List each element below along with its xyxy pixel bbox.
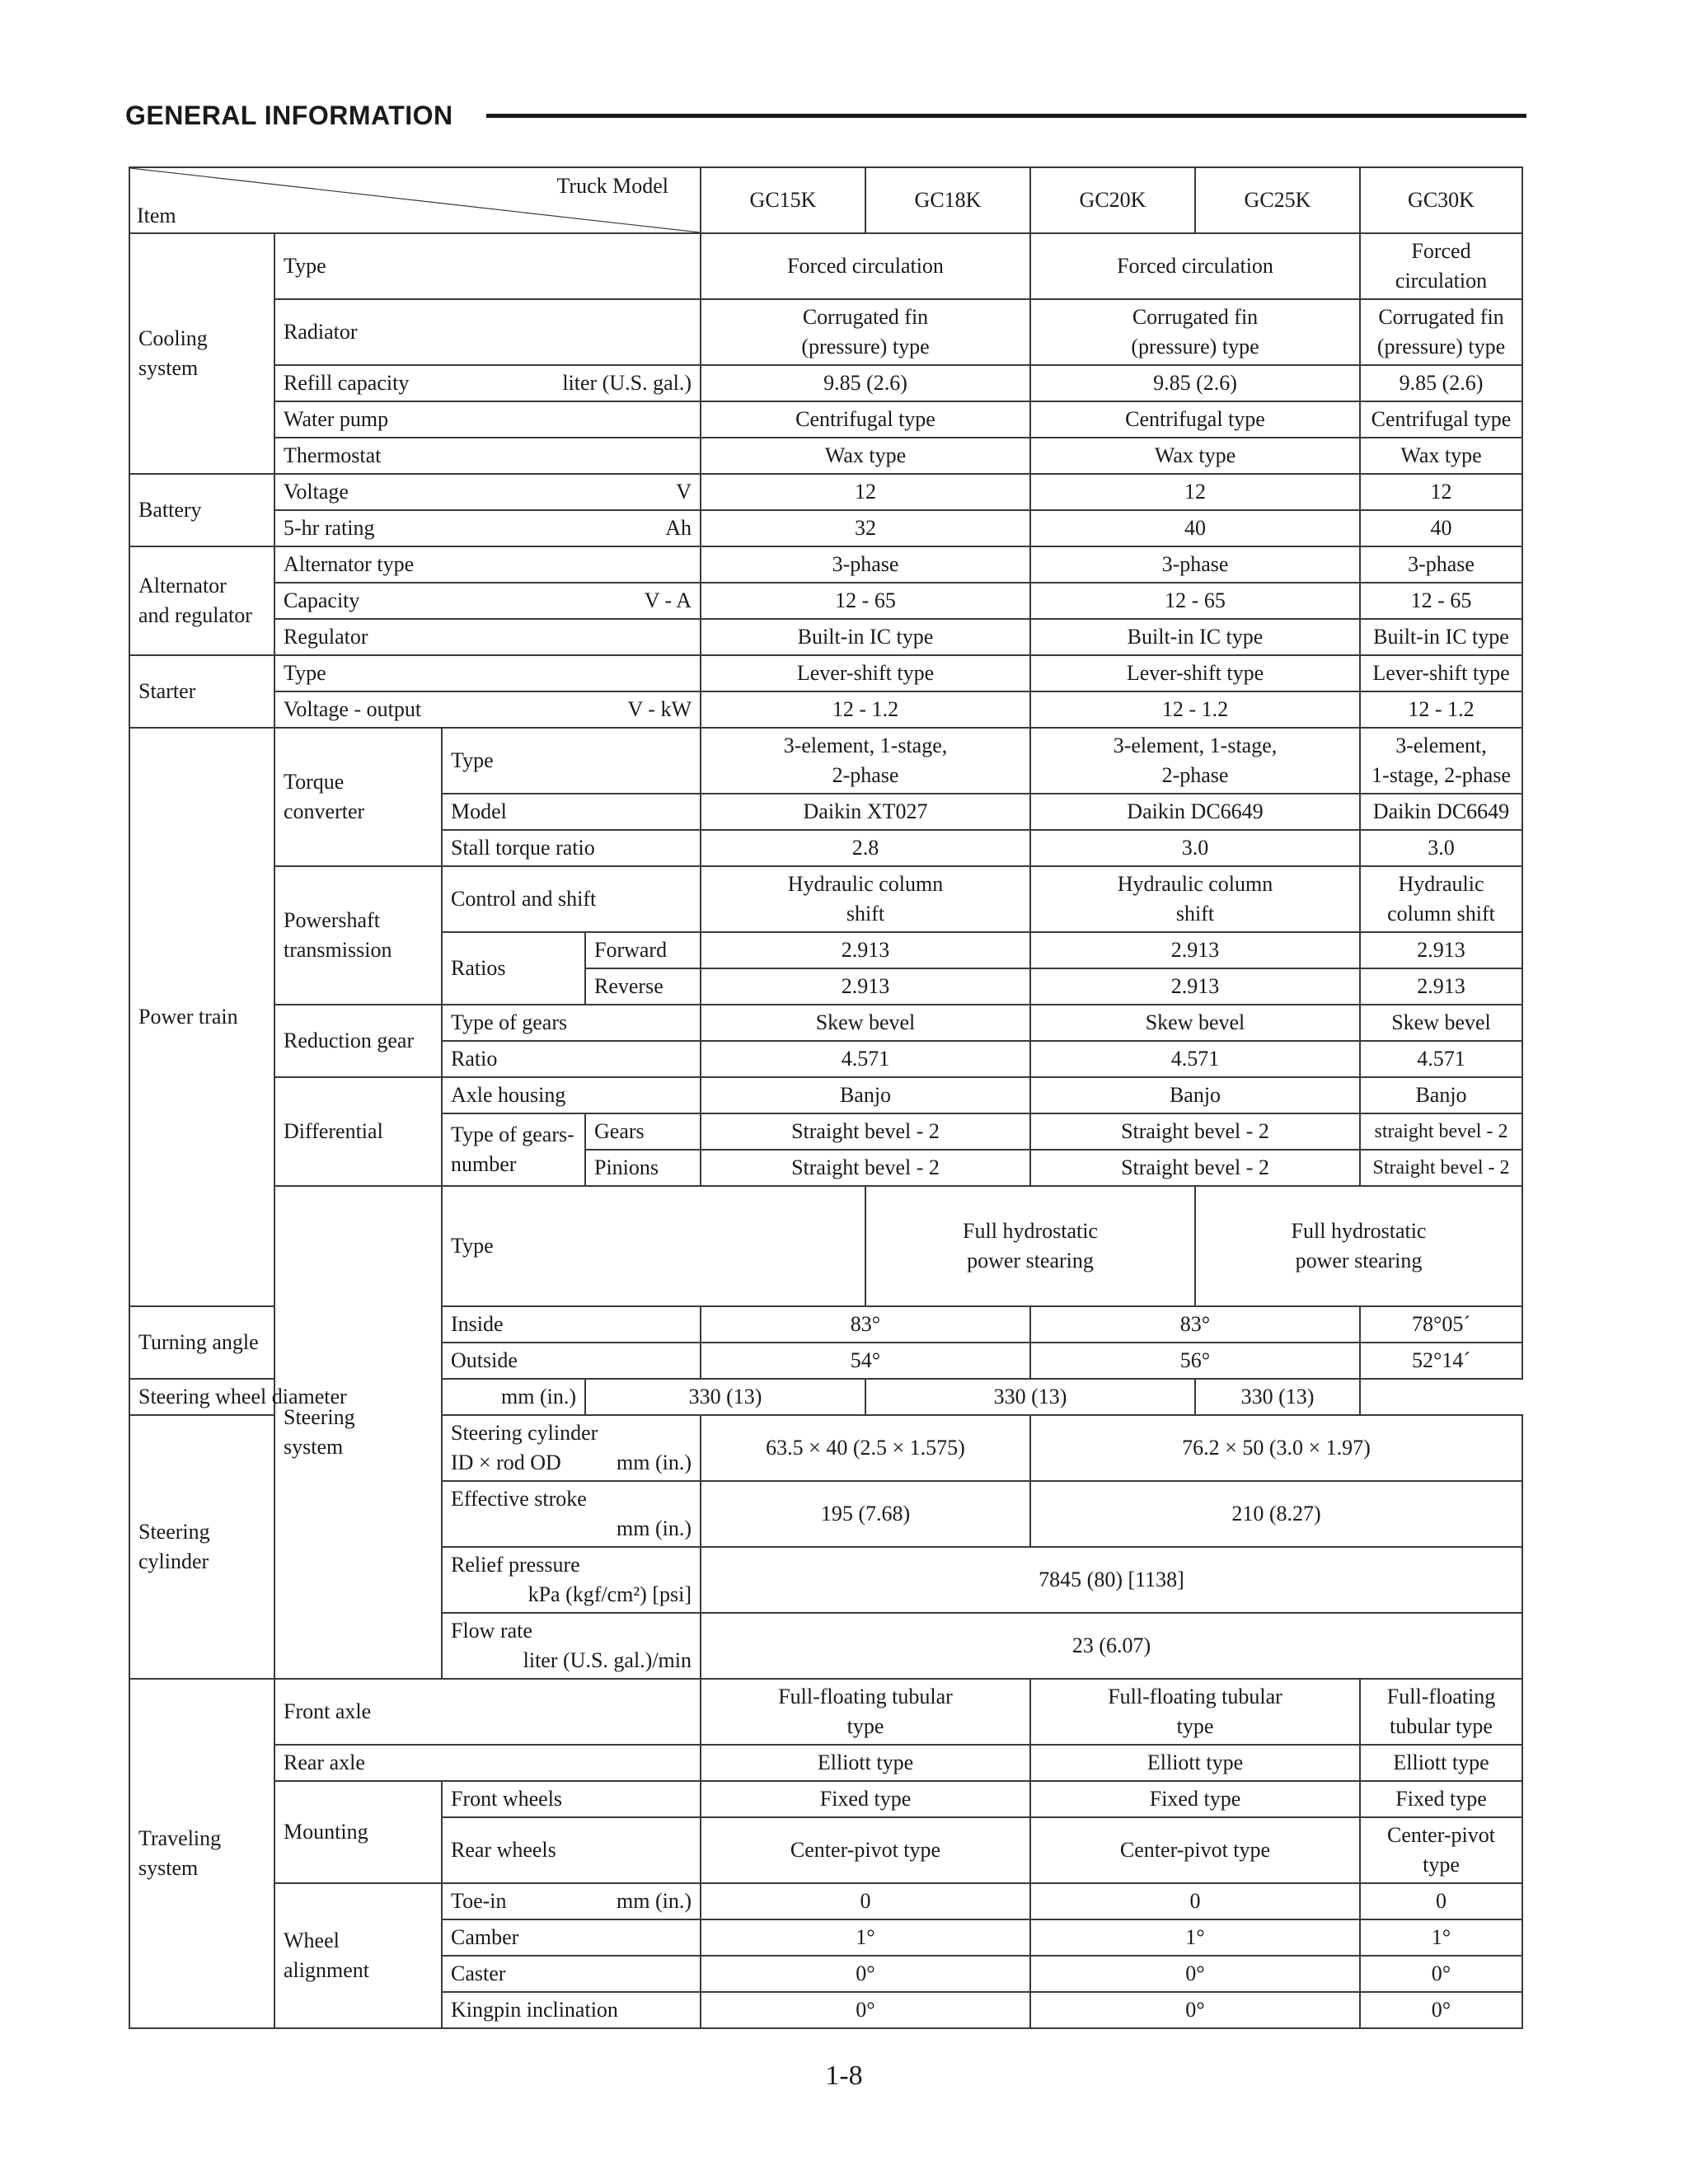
cell-value: Built-in IC type — [701, 619, 1030, 655]
cell-value: 12 - 65 — [701, 583, 1030, 619]
row-sublabel: Reverse — [585, 968, 701, 1005]
table-row — [129, 583, 1522, 619]
cell-value: Elliott type — [701, 1745, 1030, 1781]
cell-value: 4.571 — [1030, 1041, 1360, 1077]
cell-value: 0° — [1030, 1992, 1360, 2028]
table-row — [129, 1883, 1522, 1919]
cell-value: Lever-shift type — [1030, 655, 1360, 691]
row-label: Front wheels — [442, 1781, 701, 1817]
table-row — [129, 1077, 1522, 1113]
row-label: Axle housing — [442, 1077, 701, 1113]
row-label: Capacity V - A — [274, 583, 701, 619]
cell-value: 0° — [1030, 1956, 1360, 1992]
table-row — [129, 299, 1522, 365]
cell-value: Wax type — [1360, 438, 1522, 474]
cell-value: Fixed type — [701, 1781, 1030, 1817]
subgroup-label: Turning angle — [129, 1306, 274, 1379]
cell-value: 330 (13) — [585, 1379, 865, 1415]
header-rule — [486, 114, 1526, 118]
cell-value: 12 — [1030, 474, 1360, 510]
cell-value: Hydraulic column shift — [1030, 866, 1360, 932]
cell-value: 52°14´ — [1360, 1343, 1522, 1379]
model-header: GC25K — [1195, 167, 1360, 233]
group-label-starter: Starter — [129, 655, 274, 728]
table-row — [129, 655, 1522, 691]
cell-value: 76.2 × 50 (3.0 × 1.97) — [1030, 1415, 1522, 1481]
row-label: Camber — [442, 1919, 701, 1956]
cell-value: 3-phase — [701, 546, 1030, 583]
cell-value: Skew bevel — [1030, 1005, 1360, 1041]
row-label: Front axle — [274, 1679, 701, 1745]
table-row — [129, 474, 1522, 510]
cell-value: 56° — [1030, 1343, 1360, 1379]
subgroup-label: Wheel alignment — [274, 1883, 442, 2028]
cell-value: 2.913 — [1360, 968, 1522, 1005]
cell-value: 0° — [1360, 1992, 1522, 2028]
truck-model-label: Truck Model — [556, 174, 668, 198]
group-label-traveling: Traveling system — [129, 1679, 274, 2028]
table-row — [129, 510, 1522, 546]
table-row — [129, 866, 1522, 932]
row-label: Radiator — [274, 299, 701, 365]
cell-value: 0 — [1360, 1883, 1522, 1919]
cell-value: 54° — [701, 1343, 1030, 1379]
page-number: 1-8 — [825, 2060, 863, 2091]
model-header: GC20K — [1030, 167, 1195, 233]
table-corner-cell — [129, 167, 701, 233]
row-label: Type — [442, 728, 701, 794]
cell-value: 12 — [1360, 474, 1522, 510]
table-row — [129, 1745, 1522, 1781]
cell-value: 32 — [701, 510, 1030, 546]
cell-value: 23 (6.07) — [701, 1613, 1522, 1679]
cell-value: Skew bevel — [1360, 1005, 1522, 1041]
row-label: Toe-in mm (in.) — [442, 1883, 701, 1919]
cell-value: 2.913 — [701, 932, 1030, 968]
row-label: Type — [442, 1186, 865, 1306]
table-row — [129, 1005, 1522, 1041]
cell-value: 2.913 — [1030, 932, 1360, 968]
group-label-battery: Battery — [129, 474, 274, 546]
cell-value: Center-pivot type — [1030, 1817, 1360, 1883]
table-row — [129, 365, 1522, 401]
cell-value: Forced circulation — [1360, 233, 1522, 299]
cell-value: 1° — [1030, 1919, 1360, 1956]
subgroup-label: Powershaft transmission — [274, 866, 442, 1005]
row-label: Caster — [442, 1956, 701, 1992]
row-label: Kingpin inclination — [442, 1992, 701, 2028]
cell-value: Lever-shift type — [701, 655, 1030, 691]
cell-value: Daikin XT027 — [701, 794, 1030, 830]
cell-value: 3-element, 1-stage, 2-phase — [701, 728, 1030, 794]
cell-value: 2.8 — [701, 830, 1030, 866]
cell-value: 330 (13) — [1195, 1379, 1360, 1415]
group-label-cooling: Cooling system — [129, 233, 274, 474]
group-label-steering: Steering system — [274, 1186, 442, 1679]
row-label: Inside — [442, 1306, 701, 1343]
model-header: GC30K — [1360, 167, 1522, 233]
cell-value: 0° — [1360, 1956, 1522, 1992]
cell-value: 40 — [1030, 510, 1360, 546]
subgroup-label: Reduction gear — [274, 1005, 442, 1077]
cell-value: 2.913 — [1360, 932, 1522, 968]
row-label: Ratios — [442, 932, 585, 1005]
row-label: Regulator — [274, 619, 701, 655]
cell-value: 4.571 — [1360, 1041, 1522, 1077]
table-row — [129, 691, 1522, 728]
cell-value: Forced circulation — [1030, 233, 1360, 299]
row-label: Model — [442, 794, 701, 830]
cell-value: 83° — [701, 1306, 1030, 1343]
model-header: GC18K — [865, 167, 1030, 233]
cell-value: Hydraulic column shift — [1360, 866, 1522, 932]
cell-value: Lever-shift type — [1360, 655, 1522, 691]
cell-value: Full hydrostatic power stearing — [1195, 1186, 1522, 1306]
cell-value: Fixed type — [1360, 1781, 1522, 1817]
table-row — [129, 1379, 1522, 1415]
cell-value: Elliott type — [1030, 1745, 1360, 1781]
page-header — [125, 97, 1526, 138]
cell-value: 9.85 (2.6) — [1030, 365, 1360, 401]
cell-value: 9.85 (2.6) — [1360, 365, 1522, 401]
cell-value: 12 - 1.2 — [1030, 691, 1360, 728]
subgroup-label: Torque converter — [274, 728, 442, 866]
group-label-power-train: Power train — [129, 728, 274, 1306]
section-title: GENERAL INFORMATION — [125, 101, 453, 130]
cell-value: Full-floating tubular type — [701, 1679, 1030, 1745]
table-row — [129, 546, 1522, 583]
row-label: Type — [274, 655, 701, 691]
table-row — [129, 1186, 1522, 1306]
row-label: Steering cylinder ID × rod OD mm (in.) — [442, 1415, 701, 1481]
cell-value: 78°05´ — [1360, 1306, 1522, 1343]
cell-value: 1° — [1360, 1919, 1522, 1956]
cell-value: 3.0 — [1360, 830, 1522, 866]
cell-value: Forced circulation — [701, 233, 1030, 299]
cell-value: Centrifugal type — [1360, 401, 1522, 438]
row-sublabel: Forward — [585, 932, 701, 968]
cell-value: Straight bevel - 2 — [1030, 1113, 1360, 1150]
row-label: Refill capacity liter (U.S. gal.) — [274, 365, 701, 401]
cell-value: Center-pivot type — [1360, 1817, 1522, 1883]
subgroup-label: Differential — [274, 1077, 442, 1186]
specifications-table — [129, 166, 1523, 2029]
row-label: Type of gears — [442, 1005, 701, 1041]
cell-value: 1° — [701, 1919, 1030, 1956]
cell-value: Banjo — [701, 1077, 1030, 1113]
cell-value: Corrugated fin (pressure) type — [1360, 299, 1522, 365]
row-label: Effective stroke mm (in.) — [442, 1481, 701, 1547]
cell-value: Full hydrostatic power stearing — [865, 1186, 1195, 1306]
subgroup-label: Mounting — [274, 1781, 442, 1883]
cell-value: Elliott type — [1360, 1745, 1522, 1781]
row-label: Steering wheel diameter mm (in.) — [129, 1379, 585, 1415]
table-row — [129, 619, 1522, 655]
cell-value: 3-element, 1-stage, 2-phase — [1360, 728, 1522, 794]
row-label: Voltage - output V - kW — [274, 691, 701, 728]
group-label-alternator: Alternator and regulator — [129, 546, 274, 655]
row-label: Relief pressure kPa (kgf/cm²) [psi] — [442, 1547, 701, 1613]
row-sublabel: Gears — [585, 1113, 701, 1150]
cell-value: Banjo — [1360, 1077, 1522, 1113]
row-label: Ratio — [442, 1041, 701, 1077]
cell-value: 3.0 — [1030, 830, 1360, 866]
cell-value: 40 — [1360, 510, 1522, 546]
model-header: GC15K — [701, 167, 865, 233]
cell-value: 12 — [701, 474, 1030, 510]
table-row — [129, 233, 1522, 299]
row-label: Flow rate liter (U.S. gal.)/min — [442, 1613, 701, 1679]
row-label: Water pump — [274, 401, 701, 438]
cell-value: 195 (7.68) — [701, 1481, 1030, 1547]
table-row — [129, 438, 1522, 474]
cell-value: Straight bevel - 2 — [1360, 1150, 1522, 1186]
cell-value: 2.913 — [701, 968, 1030, 1005]
cell-value: 63.5 × 40 (2.5 × 1.575) — [701, 1415, 1030, 1481]
cell-value: 330 (13) — [865, 1379, 1195, 1415]
cell-value: 4.571 — [701, 1041, 1030, 1077]
row-sublabel: Pinions — [585, 1150, 701, 1186]
row-label: Type of gears- number — [442, 1113, 585, 1186]
cell-value: Wax type — [701, 438, 1030, 474]
cell-value: Corrugated fin (pressure) type — [1030, 299, 1360, 365]
cell-value: 3-element, 1-stage, 2-phase — [1030, 728, 1360, 794]
row-label: Alternator type — [274, 546, 701, 583]
cell-value: 9.85 (2.6) — [701, 365, 1030, 401]
cell-value: Straight bevel - 2 — [1030, 1150, 1360, 1186]
row-label: Voltage V — [274, 474, 701, 510]
cell-value: 0 — [1030, 1883, 1360, 1919]
table-row — [129, 1781, 1522, 1817]
row-label: 5-hr rating Ah — [274, 510, 701, 546]
cell-value: 12 - 1.2 — [701, 691, 1030, 728]
cell-value: 3-phase — [1030, 546, 1360, 583]
row-label: Outside — [442, 1343, 701, 1379]
cell-value: Centrifugal type — [1030, 401, 1360, 438]
cell-value: 2.913 — [1030, 968, 1360, 1005]
row-label: Stall torque ratio — [442, 830, 701, 866]
cell-value: Wax type — [1030, 438, 1360, 474]
row-label: Rear axle — [274, 1745, 701, 1781]
cell-value: Banjo — [1030, 1077, 1360, 1113]
table-header-row — [129, 167, 1522, 233]
row-label: Type — [274, 233, 701, 299]
table-row — [129, 728, 1522, 794]
cell-value: Built-in IC type — [1030, 619, 1360, 655]
cell-value: Skew bevel — [701, 1005, 1030, 1041]
cell-value: Centrifugal type — [701, 401, 1030, 438]
cell-value: 12 - 65 — [1030, 583, 1360, 619]
cell-value: 210 (8.27) — [1030, 1481, 1522, 1547]
cell-value: Center-pivot type — [701, 1817, 1030, 1883]
cell-value: Built-in IC type — [1360, 619, 1522, 655]
cell-value: 3-phase — [1360, 546, 1522, 583]
cell-value: 0° — [701, 1956, 1030, 1992]
cell-value: Straight bevel - 2 — [701, 1150, 1030, 1186]
row-label: Rear wheels — [442, 1817, 701, 1883]
cell-value: 12 - 1.2 — [1360, 691, 1522, 728]
cell-value: Full-floating tubular type — [1030, 1679, 1360, 1745]
cell-value: 12 - 65 — [1360, 583, 1522, 619]
cell-value: Hydraulic column shift — [701, 866, 1030, 932]
cell-value: Full-floating tubular type — [1360, 1679, 1522, 1745]
cell-value: Corrugated fin (pressure) type — [701, 299, 1030, 365]
table-row — [129, 401, 1522, 438]
cell-value: 7845 (80) [1138] — [701, 1547, 1522, 1613]
cell-value: 0° — [701, 1992, 1030, 2028]
row-label: Control and shift — [442, 866, 701, 932]
cell-value: 0 — [701, 1883, 1030, 1919]
item-label: Item — [137, 204, 176, 227]
cell-value: Daikin DC6649 — [1360, 794, 1522, 830]
row-label: Thermostat — [274, 438, 701, 474]
cell-value: Daikin DC6649 — [1030, 794, 1360, 830]
cell-value: Straight bevel - 2 — [701, 1113, 1030, 1150]
cell-value: 83° — [1030, 1306, 1360, 1343]
subgroup-label: Steering cylinder — [129, 1415, 274, 1679]
cell-value: straight bevel - 2 — [1360, 1113, 1522, 1150]
table-row — [129, 1679, 1522, 1745]
cell-value: Fixed type — [1030, 1781, 1360, 1817]
